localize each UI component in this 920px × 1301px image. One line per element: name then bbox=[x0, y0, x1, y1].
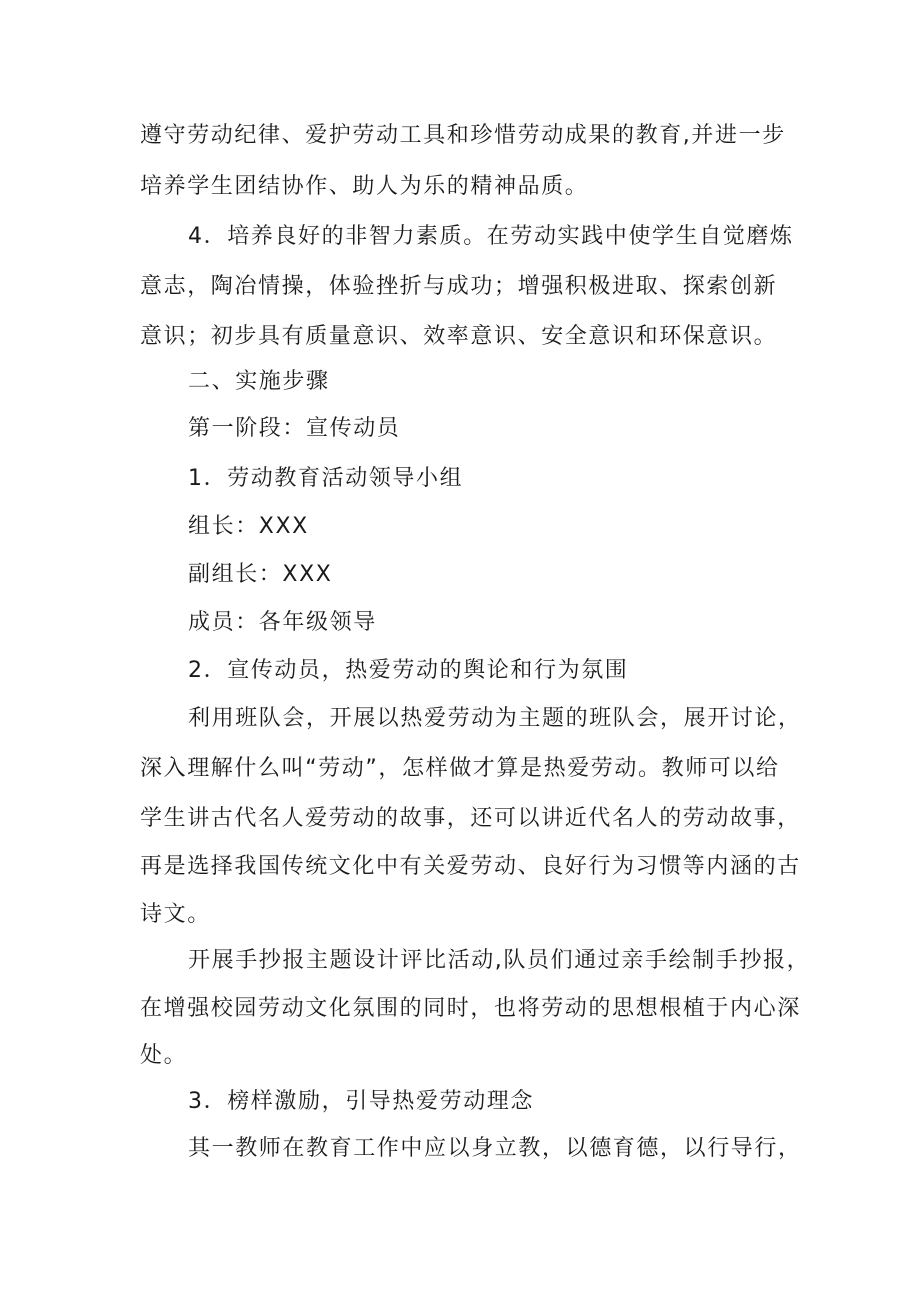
text-line: 开展手抄报主题设计评比活动,队员们通过亲手绘制手抄报， bbox=[188, 948, 811, 973]
text-line: 在增强校园劳动文化氛围的同时，也将劳动的思想根植于内心深 bbox=[140, 996, 801, 1021]
text-line: 再是选择我国传统文化中有关爱劳动、良好行为习惯等内涵的古 bbox=[140, 854, 801, 879]
text-line: 利用班队会，开展以热爱劳动为主题的班队会，展开讨论， bbox=[188, 706, 802, 731]
text-line: 组长：XXX bbox=[188, 514, 309, 539]
text-line: 2．宣传动员，热爱劳动的舆论和行为氛围 bbox=[188, 658, 629, 683]
text-line: 诗文。 bbox=[140, 902, 211, 927]
text-line: 1．劳动教育活动领导小组 bbox=[188, 466, 464, 491]
text-line: 意识；初步具有质量意识、效率意识、安全意识和环保意识。 bbox=[140, 324, 778, 349]
text-line: 处。 bbox=[140, 1043, 188, 1068]
text-line: 学生讲古代名人爱劳动的故事，还可以讲近代名人的劳动故事， bbox=[140, 806, 801, 831]
text-line: 副组长：XXX bbox=[188, 562, 333, 587]
text-line: 培养学生团结协作、助人为乐的精神品质。 bbox=[140, 174, 589, 199]
text-line: 其一教师在教育工作中应以身立教，以德育德，以行导行， bbox=[188, 1136, 802, 1161]
text-line: 意志，陶冶情操，体验挫折与成功；增强积极进取、探索创新 bbox=[140, 274, 778, 299]
text-line: 3．榜样激励，引导热爱劳动理念 bbox=[188, 1089, 534, 1114]
section-heading: 二、实施步骤 bbox=[188, 369, 330, 394]
text-line: 深入理解什么叫“劳动”，怎样做才算是热爱劳动。教师可以给 bbox=[140, 756, 780, 781]
subsection-heading: 第一阶段：宣传动员 bbox=[188, 416, 401, 441]
text-line: 成员：各年级领导 bbox=[188, 610, 377, 635]
text-line: 遵守劳动纪律、爱护劳动工具和珍惜劳动成果的教育,并进一步 bbox=[140, 123, 786, 148]
text-line: 4．培养良好的非智力素质。在劳动实践中使学生自觉磨炼 bbox=[188, 224, 794, 249]
